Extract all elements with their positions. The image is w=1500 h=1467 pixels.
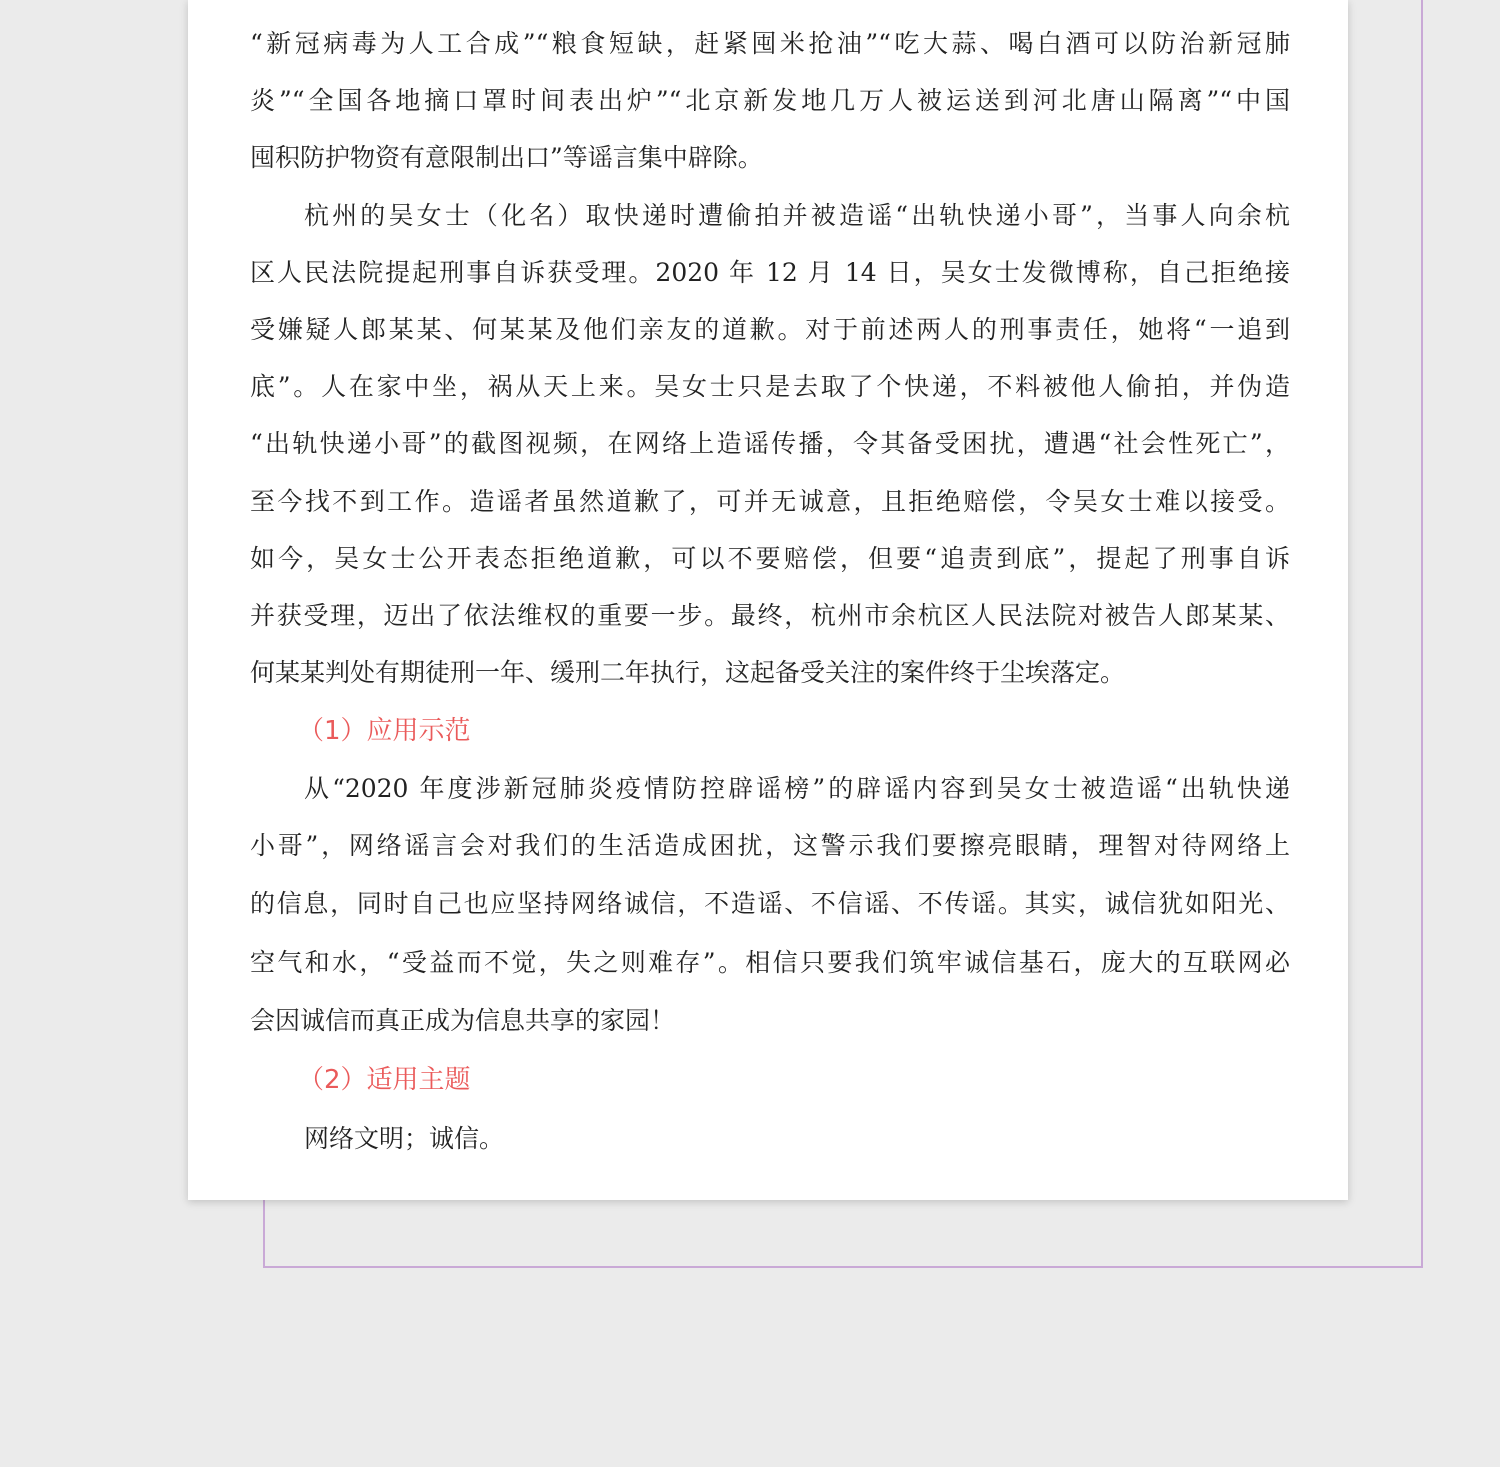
text-line: 炎”“全国各地摘口罩时间表出炉”“北京新发地几万人被运送到河北唐山隔离”“中国 (250, 86, 1290, 115)
text-line: 区人民法院提起刑事自诉获受理。2020 年 12 月 14 日，吴女士发微博称，自己拒绝接 (250, 258, 1290, 287)
text-line: 小哥”，网络谣言会对我们的生活造成困扰，这警示我们要擦亮眼睛，理智对待网络上 (250, 831, 1290, 860)
text-line: 何某某判处有期徒刑一年、缓刑二年执行，这起备受关注的案件终于尘埃落定。 (250, 658, 1126, 687)
text-line: 网络文明；诚信。 (304, 1124, 505, 1153)
text-line: 杭州的吴女士（化名）取快递时遭偷拍并被造谣“出轨快递小哥”，当事人向余杭 (304, 201, 1290, 230)
text-line: 受嫌疑人郎某某、何某某及他们亲友的道歉。对于前述两人的刑事责任，她将“一追到 (250, 315, 1290, 344)
text-line: “出轨快递小哥”的截图视频，在网络上造谣传播，令其备受困扰，遭遇“社会性死亡”， (250, 429, 1290, 458)
section-heading-application: （1）应用示范 (298, 716, 471, 746)
text-line: 会因诚信而真正成为信息共享的家园！ (250, 1006, 676, 1035)
text-line: 空气和水，“受益而不觉，失之则难存”。相信只要我们筑牢诚信基石，庞大的互联网必 (250, 948, 1290, 977)
text-line: 并获受理，迈出了依法维权的重要一步。最终，杭州市余杭区人民法院对被告人郎某某、 (250, 601, 1290, 630)
text-line: 至今找不到工作。造谣者虽然道歉了，可并无诚意，且拒绝赔偿，令吴女士难以接受。 (250, 487, 1290, 516)
text-line: 如今，吴女士公开表态拒绝道歉，可以不要赔偿，但要“追责到底”，提起了刑事自诉 (250, 544, 1290, 573)
text-line: 从“2020 年度涉新冠肺炎疫情防控辟谣榜”的辟谣内容到吴女士被造谣“出轨快递 (304, 774, 1290, 803)
text-line: “新冠病毒为人工合成”“粮食短缺，赶紧囤米抢油”“吃大蒜、喝白酒可以防治新冠肺 (250, 29, 1290, 58)
text-line: 底”。人在家中坐，祸从天上来。吴女士只是去取了个快递，不料被他人偷拍，并伪造 (250, 372, 1290, 401)
section-heading-theme: （2）适用主题 (298, 1065, 471, 1095)
document-page (188, 0, 1348, 1200)
text-line: 囤积防护物资有意限制出口”等谣言集中辟除。 (250, 143, 763, 172)
text-line: 的信息，同时自己也应坚持网络诚信，不造谣、不信谣、不传谣。其实，诚信犹如阳光、 (250, 889, 1290, 918)
